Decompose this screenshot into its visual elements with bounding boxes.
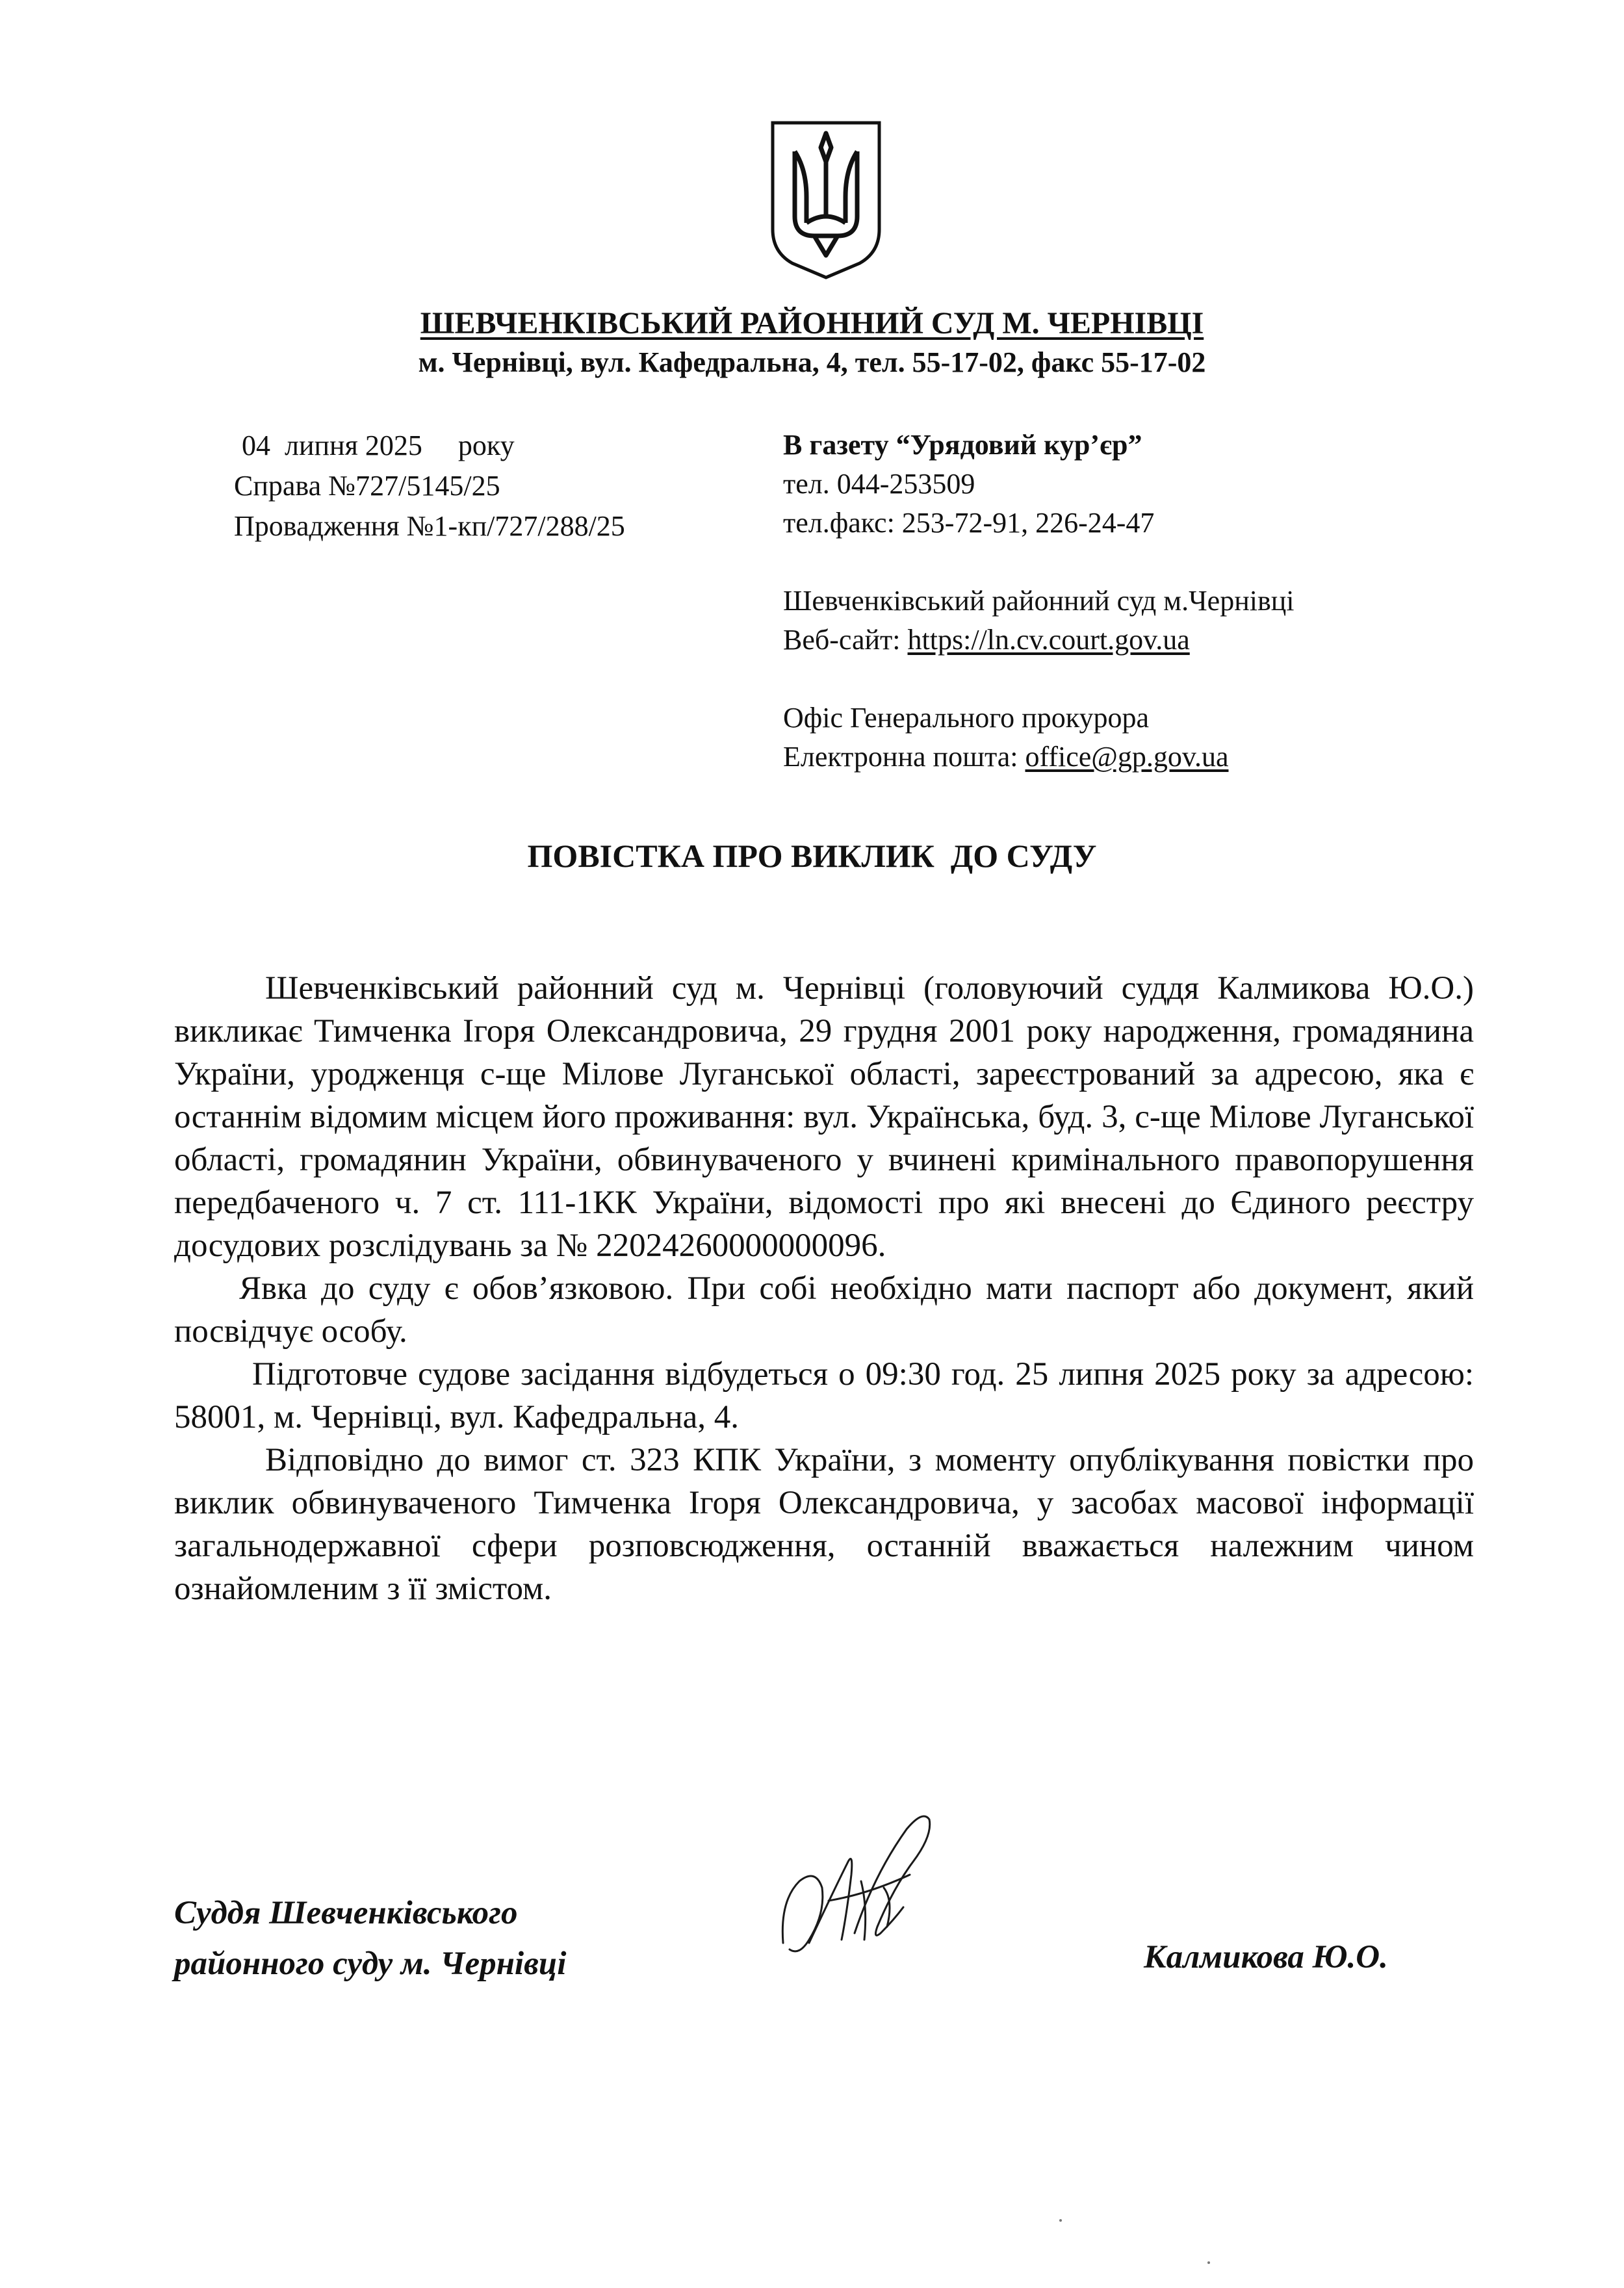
recipient-court: Шевченківський районний суд м.Чернівці <box>783 585 1295 617</box>
document-body <box>174 967 1474 1610</box>
trident-coat-of-arms-icon <box>769 119 883 280</box>
scan-speck <box>1207 2261 1210 2264</box>
scan-speck <box>1059 2219 1062 2222</box>
court-website-line <box>783 621 1295 660</box>
website-link[interactable]: https://ln.cv.court.gov.ua <box>907 624 1190 656</box>
body-paragraph-3: Підготовче судове засідання відбудеться о 09:30 год. 25 липня 2025 року за адресою: 58001, м. Чернівці, вул. Кафедральна, 4. <box>174 1356 1474 1435</box>
judge-position <box>174 1888 566 1989</box>
proceeding-number: Провадження №1-кп/727/288/25 <box>234 510 625 542</box>
body-paragraph-4: Відповідно до вимог ст. 323 КПК України, з моменту опублікування повістки про виклик обвинуваченого Тимченка Ігоря Олександровича, у засобах масової інформації загальнодержавної сфери розповсюдження, останній вважається належним чином ознайомленим з її змістом. <box>174 1442 1474 1607</box>
recipient-newspaper: В газету “Урядовий кур’єр” <box>783 429 1142 461</box>
newspaper-phone: тел. 044-253509 <box>783 468 975 500</box>
document-title: ПОВІСТКА ПРО ВИКЛИК ДО СУДУ <box>527 838 1097 874</box>
body-paragraph-2: Явка до суду є обов’язковою. При собі необхідно мати паспорт або документ, який посвідчує особу. <box>174 1270 1474 1350</box>
website-label: Веб-сайт: <box>783 624 908 656</box>
email-label: Електронна пошта: <box>783 741 1025 773</box>
judge-position-line-1: Суддя Шевченківського <box>174 1895 518 1931</box>
recipient-prosecutor: Офіс Генерального прокурора <box>783 702 1149 734</box>
case-number: Справа №727/5145/25 <box>234 470 500 502</box>
recipients-block <box>783 426 1295 777</box>
body-paragraph-1: Шевченківський районний суд м. Чернівці (головуючий суддя Калмикова Ю.О.) викликає Тимченка Ігоря Олександровича, 29 грудня 2001 року народження, громадянина України, уродженця с-ще Мілове Луганської області, зареєстрований за адресою, яка є останнім відомим місцем його проживання: вул. Українська, буд. 3, с-ще Мілове Луганської області, громадянин України, обвинуваченого у вчинені кримінального правопорушення передбаченого ч. 7 ст. 111-1КК України, відомості про які внесені до Єдиного реєстру досудових розслідувань за № 22024260000000096. <box>174 970 1474 1264</box>
newspaper-fax: тел.факс: 253-72-91, 226-24-47 <box>783 507 1155 539</box>
document-date: 04 липня 2025 року <box>242 430 515 461</box>
email-link[interactable]: office@gp.gov.ua <box>1025 741 1229 773</box>
court-name: ШЕВЧЕНКІВСЬКИЙ РАЙОННИЙ СУД М. ЧЕРНІВЦІ <box>420 306 1204 341</box>
judge-name: Калмикова Ю.О. <box>1144 1939 1388 1975</box>
judge-position-line-2: районного суду м. Чернівці <box>174 1946 567 1982</box>
court-address: м. Чернівці, вул. Кафедральна, 4, тел. 55-17-02, факс 55-17-02 <box>418 346 1206 378</box>
handwritten-signature <box>770 1803 946 1979</box>
prosecutor-email-line <box>783 738 1295 777</box>
document-meta <box>234 426 625 546</box>
